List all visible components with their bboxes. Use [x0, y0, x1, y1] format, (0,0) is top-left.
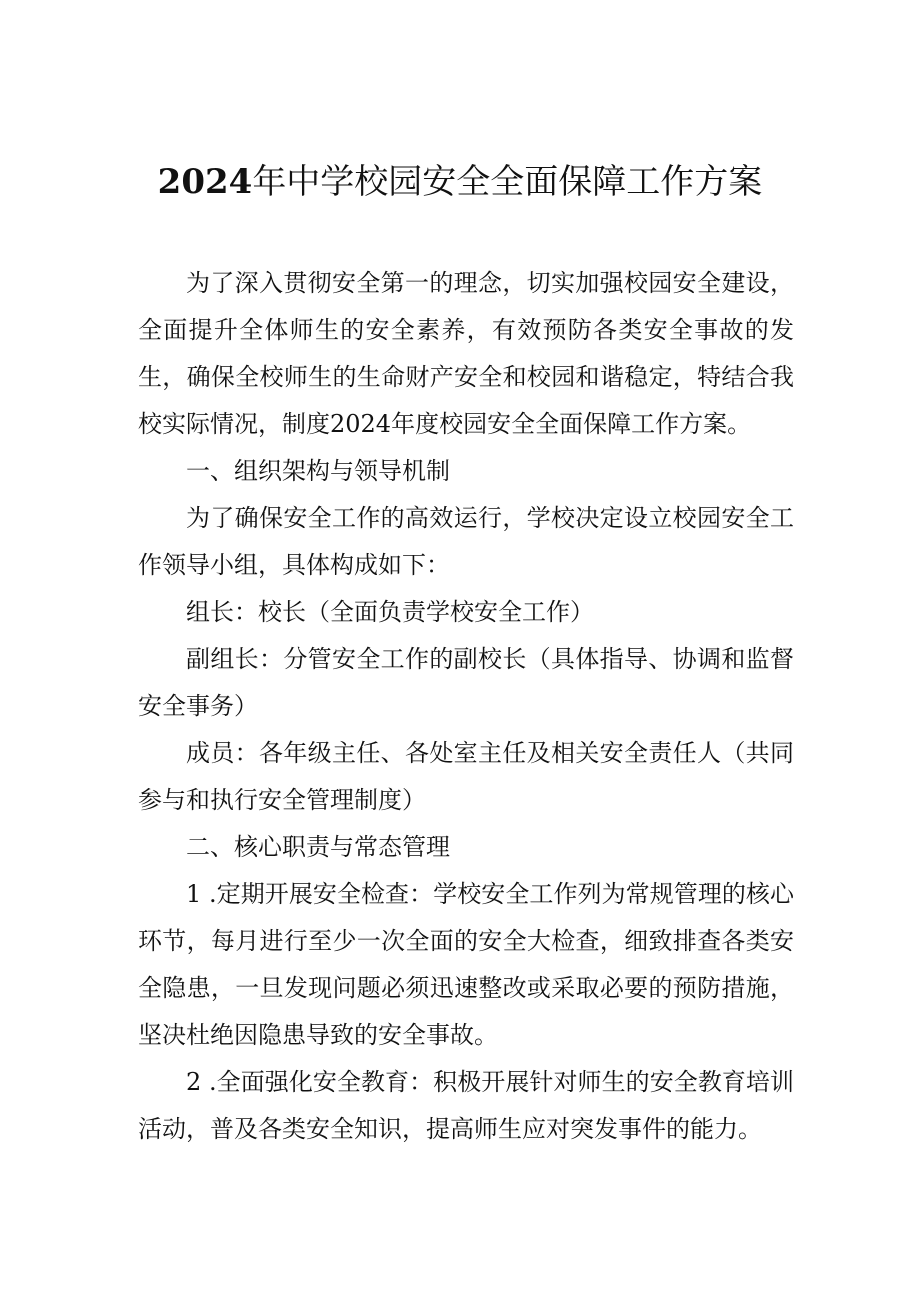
paragraph-members: 成员：各年级主任、各处室主任及相关安全责任人（共同参与和执行安全管理制度）	[138, 739, 794, 814]
title-year: 2024	[157, 162, 253, 202]
paragraph-deputy-leader: 副组长：分管安全工作的副校长（具体指导、协调和监督安全事务）	[138, 645, 794, 720]
paragraph-leader: 组长：校长（全面负责学校安全工作）	[186, 598, 594, 626]
section-heading-duties: 二、核心职责与常态管理	[186, 833, 450, 861]
section-heading-organization: 一、组织架构与领导机制	[186, 457, 450, 485]
intro-paragraph: 为了深入贯彻安全第一的理念，切实加强校园安全建设，全面提升全体师生的安全素养，有效预防各类安全事故的发生，确保全校师生的生命财产安全和校园和谐稳定，特结合我校实际情况，制度2024年度校园安全全面保障工作方案。	[138, 269, 794, 438]
document-body	[138, 260, 794, 1153]
paragraph-inspection: 1 .定期开展安全检查：学校安全工作列为常规管理的核心环节，每月进行至少一次全面的安全大检查，细致排查各类安全隐患，一旦发现问题必须迅速整改或采取必要的预防措施，坚决杜绝因隐患导致的安全事故。	[138, 880, 794, 1049]
document-title	[0, 154, 920, 210]
title-text: 年中学校园安全全面保障工作方案	[252, 162, 763, 202]
paragraph-education: 2 .全面强化安全教育：积极开展针对师生的安全教育培训活动，普及各类安全知识，提高师生应对突发事件的能力。	[138, 1068, 794, 1143]
paragraph-organization: 为了确保安全工作的高效运行，学校决定设立校园安全工作领导小组，具体构成如下：	[138, 504, 794, 579]
